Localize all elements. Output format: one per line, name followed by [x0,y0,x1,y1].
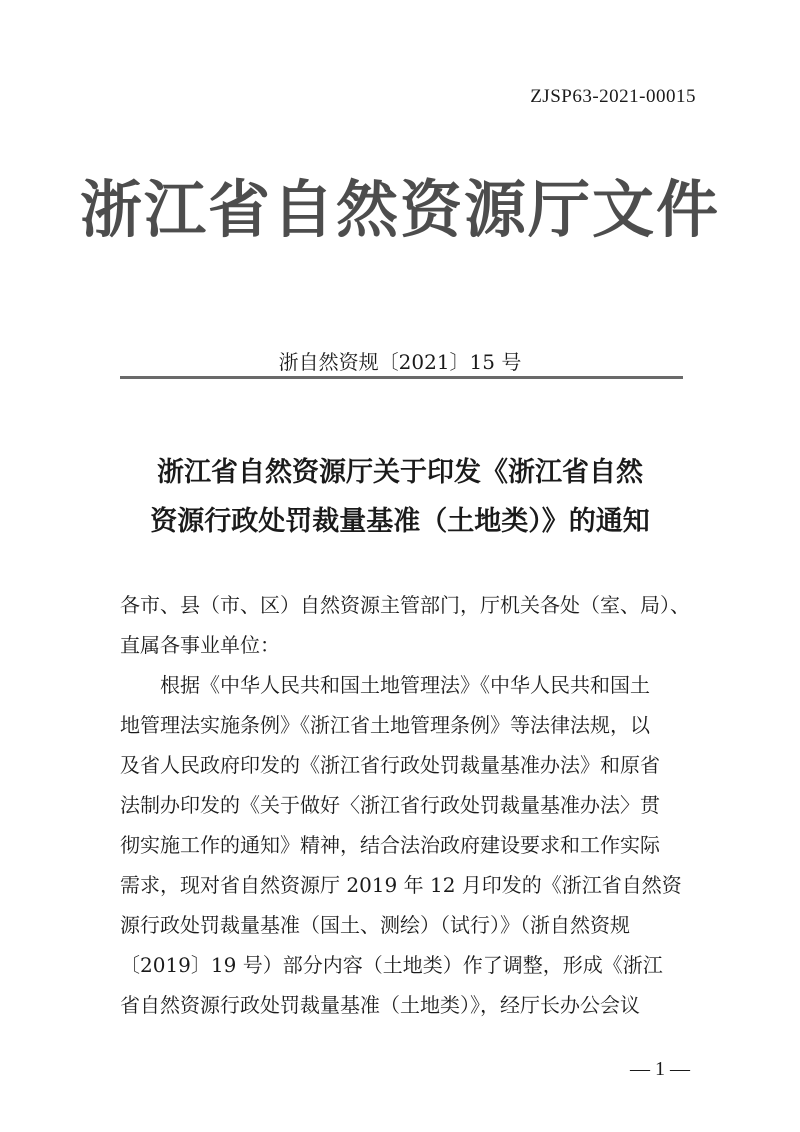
body-line: 省自然资源行政处罚裁量基准（土地类）》，经厅长办公会议 [120,993,640,1017]
document-header: 浙江省自然资源厅文件 [79,173,720,246]
document-code: ZJSP63-2021-00015 [530,86,696,107]
page-number: — 1 — [630,1058,690,1080]
title-line: 浙江省自然资源厅关于印发《浙江省自然 [157,457,643,488]
title-line: 资源行政处罚裁量基准（土地类）》的通知 [150,506,650,537]
body-line: 〔2019〕19 号）部分内容（土地类）作了调整，形成《浙江 [120,953,663,977]
document-body [120,585,688,1025]
body-line: 直属各事业单位： [120,633,280,657]
body-line: 彻实施工作的通知》精神，结合法治政府建设要求和工作实际 [120,833,660,857]
body-line: 根据《中华人民共和国土地管理法》《中华人民共和国土 [120,673,650,697]
body-line: 各市、县（市、区）自然资源主管部门，厅机关各处（室、局）、 [120,593,690,617]
body-line: 及省人民政府印发的《浙江省行政处罚裁量基准办法》和原省 [120,753,660,777]
body-line: 源行政处罚裁量基准（国土、测绘）（试行）》（浙自然资规 [120,913,630,937]
body-line: 法制办印发的《关于做好〈浙江省行政处罚裁量基准办法〉贯 [120,793,660,817]
header-divider [120,376,683,379]
body-line: 地管理法实施条例》《浙江省土地管理条例》等法律法规，以 [120,713,650,737]
body-line: 需求，现对省自然资源厅 2019 年 12 月印发的《浙江省自然资 [120,873,682,897]
document-title [60,448,740,546]
document-number: 浙自然资规〔2021〕15 号 [278,350,522,374]
